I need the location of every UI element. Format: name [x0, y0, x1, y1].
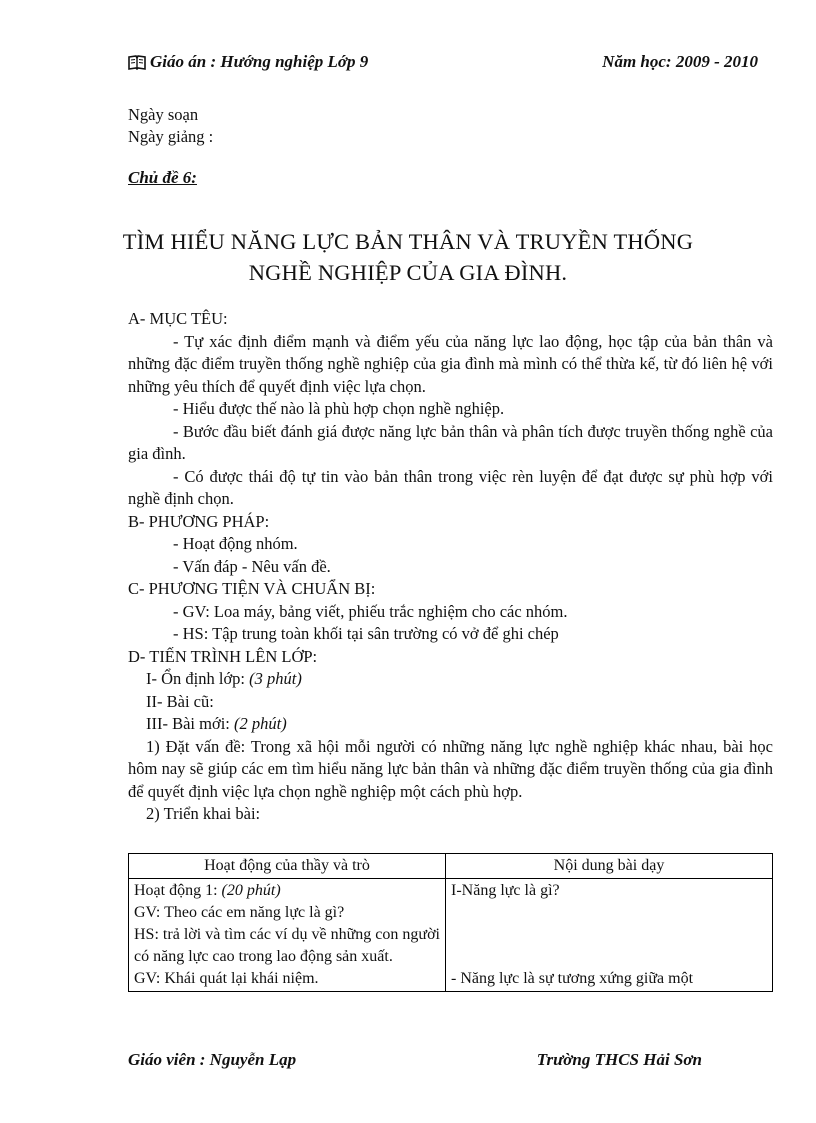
header-left — [128, 52, 368, 72]
activity-line: GV: Theo các em năng lực là gì? — [134, 904, 345, 921]
step-stabilize: I- Ổn định lớp: (3 phút) — [146, 669, 302, 688]
content-text: - Năng lực là sự tương xứng giữa một — [451, 970, 694, 987]
activity-heading: Hoạt động 1: (20 phút) — [134, 882, 281, 899]
content-heading: I-Năng lực là gì? — [451, 882, 560, 899]
objective-item: - Bước đầu biết đánh giá được năng lực bản thân và phân tích được truyền thống nghề của gia đình. — [128, 421, 773, 463]
page-footer — [128, 1050, 702, 1070]
problem-statement: 1) Đặt vấn đề: Trong xã hội mỗi người có những năng lực nghề nghiệp khác nhau, bài học hôm nay sẽ giúp các em tìm hiểu năng lực bản thân và những đặc điểm truyền thống của gia đình để quyết định việc lựa chọn nghề nghiệp một cách phù hợp. — [128, 736, 773, 801]
header-title: Giáo án : Hướng nghiệp Lớp 9 — [150, 52, 369, 71]
section-a-heading: A- MỤC TÊU: — [128, 309, 228, 328]
activity-line: HS: trả lời và tìm các ví dụ về những con người có năng lực cao trong lao động sản xuất. — [134, 926, 440, 965]
step-new-lesson: III- Bài mới: (2 phút) — [146, 714, 287, 733]
step-time: (2 phút) — [234, 714, 287, 733]
title-line-2: NGHỀ NGHIỆP CỦA GIA ĐÌNH. — [248, 260, 568, 285]
school-name: Trường THCS Hải Sơn — [536, 1050, 702, 1069]
content-cell — [446, 879, 773, 992]
section-d-heading: D- TIẾN TRÌNH LÊN LỚP: — [128, 646, 318, 666]
topic-label: Chủ đề 6: — [128, 168, 197, 187]
step-review: II- Bài cũ: — [146, 691, 214, 711]
objective-item: - Có được thái độ tự tin vào bản thân trong việc rèn luyện để đạt được sự phù hợp với nghề định chọn. — [128, 466, 773, 508]
table-row — [129, 879, 773, 992]
school-year: Năm học: 2009 - 2010 — [602, 52, 758, 71]
column-header: Nội dung bài dạy — [446, 854, 773, 879]
deploy-label: 2) Triển khai bài: — [146, 804, 261, 823]
lesson-table — [128, 853, 773, 992]
method-item: - Vấn đáp - Nêu vấn đề. — [173, 556, 331, 576]
column-header: Hoạt động của thầy và trò — [129, 854, 446, 879]
preparation-item: - HS: Tập trung toàn khối tại sân trường có vở để ghi chép — [173, 624, 559, 643]
page-header — [128, 52, 758, 72]
table-header-row — [129, 854, 773, 879]
title-line-1: TÌM HIỂU NĂNG LỰC BẢN THÂN VÀ TRUYỀN THỐNG — [122, 229, 694, 254]
book-icon — [128, 55, 146, 70]
lesson-body — [128, 308, 773, 826]
objective-item: - Hiểu được thế nào là phù hợp chọn nghề nghiệp. — [173, 399, 505, 418]
teach-date: Ngày giảng : — [128, 127, 214, 146]
activity-time: (20 phút) — [221, 882, 281, 899]
activity-cell — [129, 879, 446, 992]
method-item: - Hoạt động nhóm. — [173, 534, 298, 553]
step-time: (3 phút) — [249, 669, 302, 688]
section-c-heading: C- PHƯƠNG TIỆN VÀ CHUẨN BỊ: — [128, 579, 376, 598]
teacher-name: Giáo viên : Nguyễn Lạp — [128, 1050, 297, 1069]
date-block — [128, 104, 213, 148]
prep-date: Ngày soạn — [128, 105, 199, 124]
preparation-item: - GV: Loa máy, bảng viết, phiếu trắc nghiệm cho các nhóm. — [173, 601, 568, 621]
objective-item: - Tự xác định điểm mạnh và điểm yếu của năng lực lao động, học tập của bản thân và những đặc điểm truyền thống nghề nghiệp của gia đình mà mình có thể thừa kế, từ đó liên hệ với những yêu thích để quyết định việc lựa chọn. — [128, 331, 773, 396]
lesson-title — [90, 226, 726, 288]
section-b-heading: B- PHƯƠNG PHÁP: — [128, 511, 270, 531]
activity-line: GV: Khái quát lại khái niệm. — [134, 970, 319, 987]
